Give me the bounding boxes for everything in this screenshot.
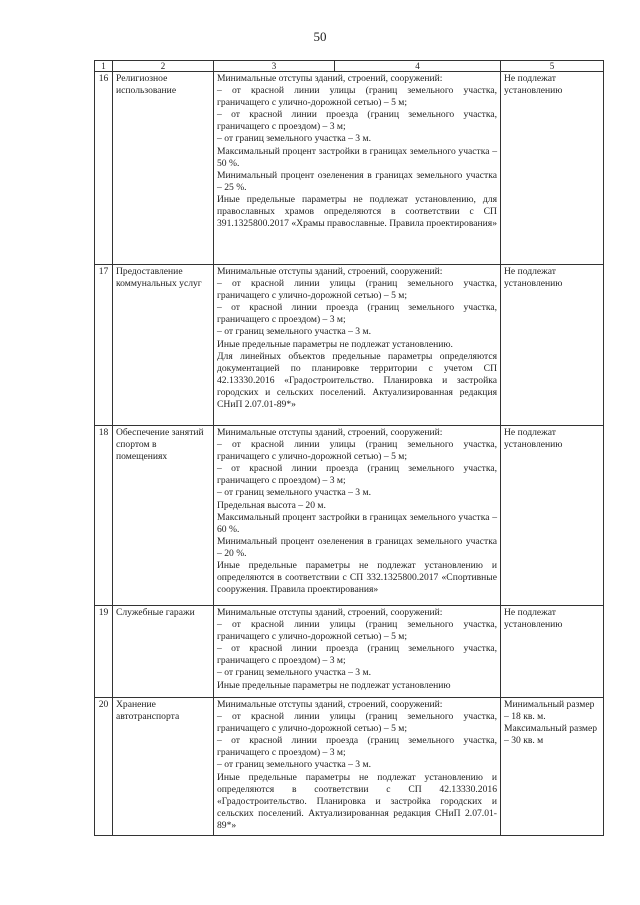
row-number: 17 <box>95 265 113 426</box>
header-cell-4: 4 <box>335 61 501 72</box>
limit-value-cell: Не подлежат установлению <box>501 72 604 265</box>
parameter-line: – от красной линии улицы (границ земельного участка, граничащего с улично-дорожной сетью) – 5 м; <box>217 85 497 109</box>
parameter-line: – от красной линии проезда (границ земельного участка, граничащего с проездом) – 3 м; <box>217 735 497 759</box>
parameter-line: Предельная высота – 20 м. <box>217 499 326 511</box>
row-number: 18 <box>95 426 113 606</box>
use-type-name: Хранение автотранспорта <box>113 698 214 836</box>
parameter-line: – от границ земельного участка – 3 м. <box>217 487 371 499</box>
parameters-cell <box>214 606 501 698</box>
use-type-name: Служебные гаражи <box>113 606 214 698</box>
parameter-line: Минимальные отступы зданий, строений, сооружений: <box>217 266 443 277</box>
parameter-line: Максимальный процент застройки в границах земельного участка – 50 %. <box>217 145 497 169</box>
header-cell-5: 5 <box>501 61 604 72</box>
use-type-name: Предоставление коммунальных услуг <box>113 265 214 426</box>
parameter-line: Минимальный процент озеленения в границах земельного участка – 25 %. <box>217 169 497 193</box>
parameter-line: – от красной линии проезда (границ земельного участка, граничащего с проездом) – 3 м; <box>217 643 497 667</box>
parameter-line: – от красной линии проезда (границ земельного участка, граничащего с проездом) – 3 м; <box>217 109 497 133</box>
header-cell-2: 2 <box>113 61 214 72</box>
regulations-table <box>94 60 604 836</box>
table-header-row <box>95 61 604 72</box>
row-number: 19 <box>95 606 113 698</box>
parameter-line: Минимальные отступы зданий, строений, сооружений: <box>217 607 443 618</box>
header-cell-1: 1 <box>95 61 113 72</box>
row-number: 16 <box>95 72 113 265</box>
parameter-line: – от границ земельного участка – 3 м. <box>217 133 371 145</box>
parameter-line: – от красной линии проезда (границ земельного участка, граничащего с проездом) – 3 м; <box>217 302 497 326</box>
header-cell-3: 3 <box>214 61 335 72</box>
page-number: 50 <box>313 29 327 44</box>
parameter-line: Минимальный процент озеленения в границах земельного участка – 20 %. <box>217 535 497 559</box>
parameter-line: Минимальные отступы зданий, строений, сооружений: <box>217 73 443 84</box>
parameter-line: – от красной линии улицы (границ земельного участка, граничащего с улично-дорожной сетью) – 5 м; <box>217 278 497 302</box>
limit-value-cell: Не подлежат установлению <box>501 265 604 426</box>
parameter-line: Максимальный процент застройки в границах земельного участка – 60 %. <box>217 511 497 535</box>
parameter-line: – от красной линии улицы (границ земельного участка, граничащего с улично-дорожной сетью) – 5 м; <box>217 439 497 463</box>
use-type-name: Обеспечение занятий спортом в помещениях <box>113 426 214 606</box>
table-row <box>95 698 604 836</box>
parameter-line: Иные предельные параметры не подлежат установлению, для православных храмов определяются в соответствии с СП 391.1325800.2017 «Храмы православные. Правила проектирования» <box>217 193 497 230</box>
parameter-line: Для линейных объектов предельные параметры определяются документацией по планировке территории с учетом СП 42.13330.2016 «Градостроительство. Планировка и застройка городских и сельских поселений. Актуализированная редакция СНиП 2.07.01-89*» <box>217 350 497 411</box>
table-row <box>95 72 604 265</box>
parameter-line: Иные предельные параметры не подлежат установлению и определяются в соответствии с СП 332.1325800.2017 «Спортивные сооружения. Правила проектирования» <box>217 560 497 596</box>
parameters-cell <box>214 265 501 426</box>
parameters-cell <box>214 698 501 836</box>
parameter-line: – от границ земельного участка – 3 м. <box>217 667 371 679</box>
row-number: 20 <box>95 698 113 836</box>
limit-value-cell: Минимальный размер – 18 кв. м. Максимальный размер – 30 кв. м <box>501 698 604 836</box>
parameter-line: – от красной линии улицы (границ земельного участка, граничащего с улично-дорожной сетью) – 5 м; <box>217 711 497 735</box>
parameter-line: Иные предельные параметры не подлежат установлению и определяются в соответствии с СП 42.13330.2016 «Градостроительство. Планировка и застройка городских и сельских поселений. Актуализированная редакция СНиП 2.07.01-89*» <box>217 771 497 831</box>
parameter-line: – от границ земельного участка – 3 м. <box>217 759 371 771</box>
parameters-cell <box>214 72 501 265</box>
parameter-line: – от красной линии проезда (границ земельного участка, граничащего с проездом) – 3 м; <box>217 463 497 487</box>
parameter-line: – от красной линии улицы (границ земельного участка, граничащего с улично-дорожной сетью) – 5 м; <box>217 619 497 643</box>
parameter-line: Иные предельные параметры не подлежат установлению <box>217 679 451 691</box>
table-row <box>95 265 604 426</box>
parameter-line: – от границ земельного участка – 3 м. <box>217 326 371 338</box>
use-type-name: Религиозное использование <box>113 72 214 265</box>
table-row <box>95 606 604 698</box>
limit-value-cell: Не подлежат установлению <box>501 426 604 606</box>
limit-value-cell: Не подлежат установлению <box>501 606 604 698</box>
table-row <box>95 426 604 606</box>
parameter-line: Иные предельные параметры не подлежат установлению. <box>217 338 453 350</box>
parameter-line: Минимальные отступы зданий, строений, сооружений: <box>217 699 443 710</box>
parameters-cell <box>214 426 501 606</box>
parameter-line: Минимальные отступы зданий, строений, сооружений: <box>217 427 443 438</box>
